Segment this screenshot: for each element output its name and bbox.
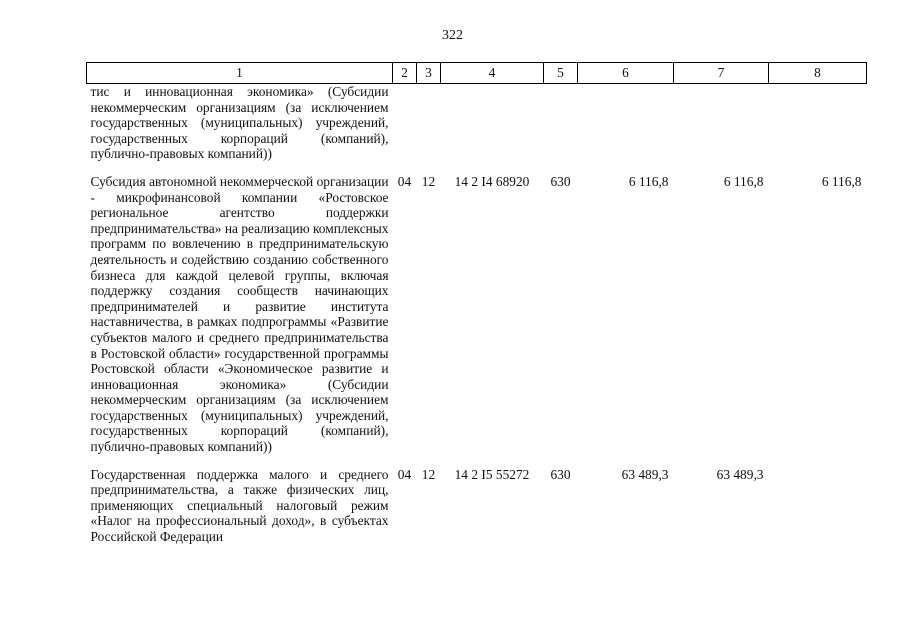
header-col-5: 5 — [544, 63, 578, 84]
header-col-2: 2 — [393, 63, 417, 84]
row-subsection: 12 — [421, 466, 436, 482]
row-section — [393, 84, 417, 174]
header-col-3: 3 — [417, 63, 441, 84]
row-expense-type — [544, 84, 578, 174]
row-amount-3 — [769, 84, 867, 174]
row-target-article: 14 2 I4 68920 — [454, 173, 530, 189]
row-amount-2: 6 116,8 — [723, 173, 764, 189]
row-amount-3 — [769, 467, 867, 545]
header-col-6: 6 — [578, 63, 674, 84]
header-col-1: 1 — [87, 63, 393, 84]
table-row — [87, 467, 867, 545]
row-description: Государственная поддержка малого и среднего предпринимательства, а также физических лиц, применяющих специальный налоговый режим «Налог на профессиональный доход», в субъектах Российской Федерации — [90, 466, 389, 545]
row-expense-type: 630 — [550, 466, 571, 482]
row-amount-3: 6 116,8 — [821, 173, 862, 189]
row-target-article: 14 2 I5 55272 — [454, 466, 530, 482]
header-col-7: 7 — [674, 63, 769, 84]
page-number: 322 — [442, 28, 463, 43]
row-subsection: 12 — [421, 173, 436, 189]
row-section: 04 — [397, 173, 412, 189]
row-target-article — [441, 84, 544, 174]
row-amount-2 — [674, 84, 769, 174]
row-description: тис и инновационная экономика» (Субсидии некоммерческим организациям (за исключением государственных (муниципальных) учреждений, государственных корпораций (компаний), публично-правовых компаний)) — [90, 84, 389, 162]
row-description: Субсидия автономной некоммерческой организации - микрофинансовой компании «Ростовское региональное агентство поддержки предпринимательства» на реализацию комплексных программ по вовлечению в предпринимательскую деятельность и содействию созданию собственного бизнеса для каждой целевой группы, включая поддержку создания сообществ начинающих предпринимателей и развитие института наставничества, в рамках подпрограммы «Развитие субъектов малого и среднего предпринимательства в Ростовской области» государственной программы Ростовской области «Экономическое развитие и инновационная экономика» (Субсидии некоммерческим организациям (за исключением государственных (муниципальных) учреждений, государственных корпораций (компаний), публично-правовых компаний)) — [90, 173, 389, 455]
row-amount-1 — [578, 84, 674, 174]
table-row — [87, 174, 867, 467]
header-col-4: 4 — [441, 63, 544, 84]
row-expense-type: 630 — [550, 173, 571, 189]
row-amount-2: 63 489,3 — [716, 466, 764, 482]
row-subsection — [417, 84, 441, 174]
header-row — [87, 63, 867, 84]
budget-table — [86, 62, 867, 545]
row-section: 04 — [397, 466, 412, 482]
row-amount-1: 63 489,3 — [621, 466, 669, 482]
row-amount-1: 6 116,8 — [628, 173, 669, 189]
table-row — [87, 84, 867, 174]
header-col-8: 8 — [769, 63, 867, 84]
